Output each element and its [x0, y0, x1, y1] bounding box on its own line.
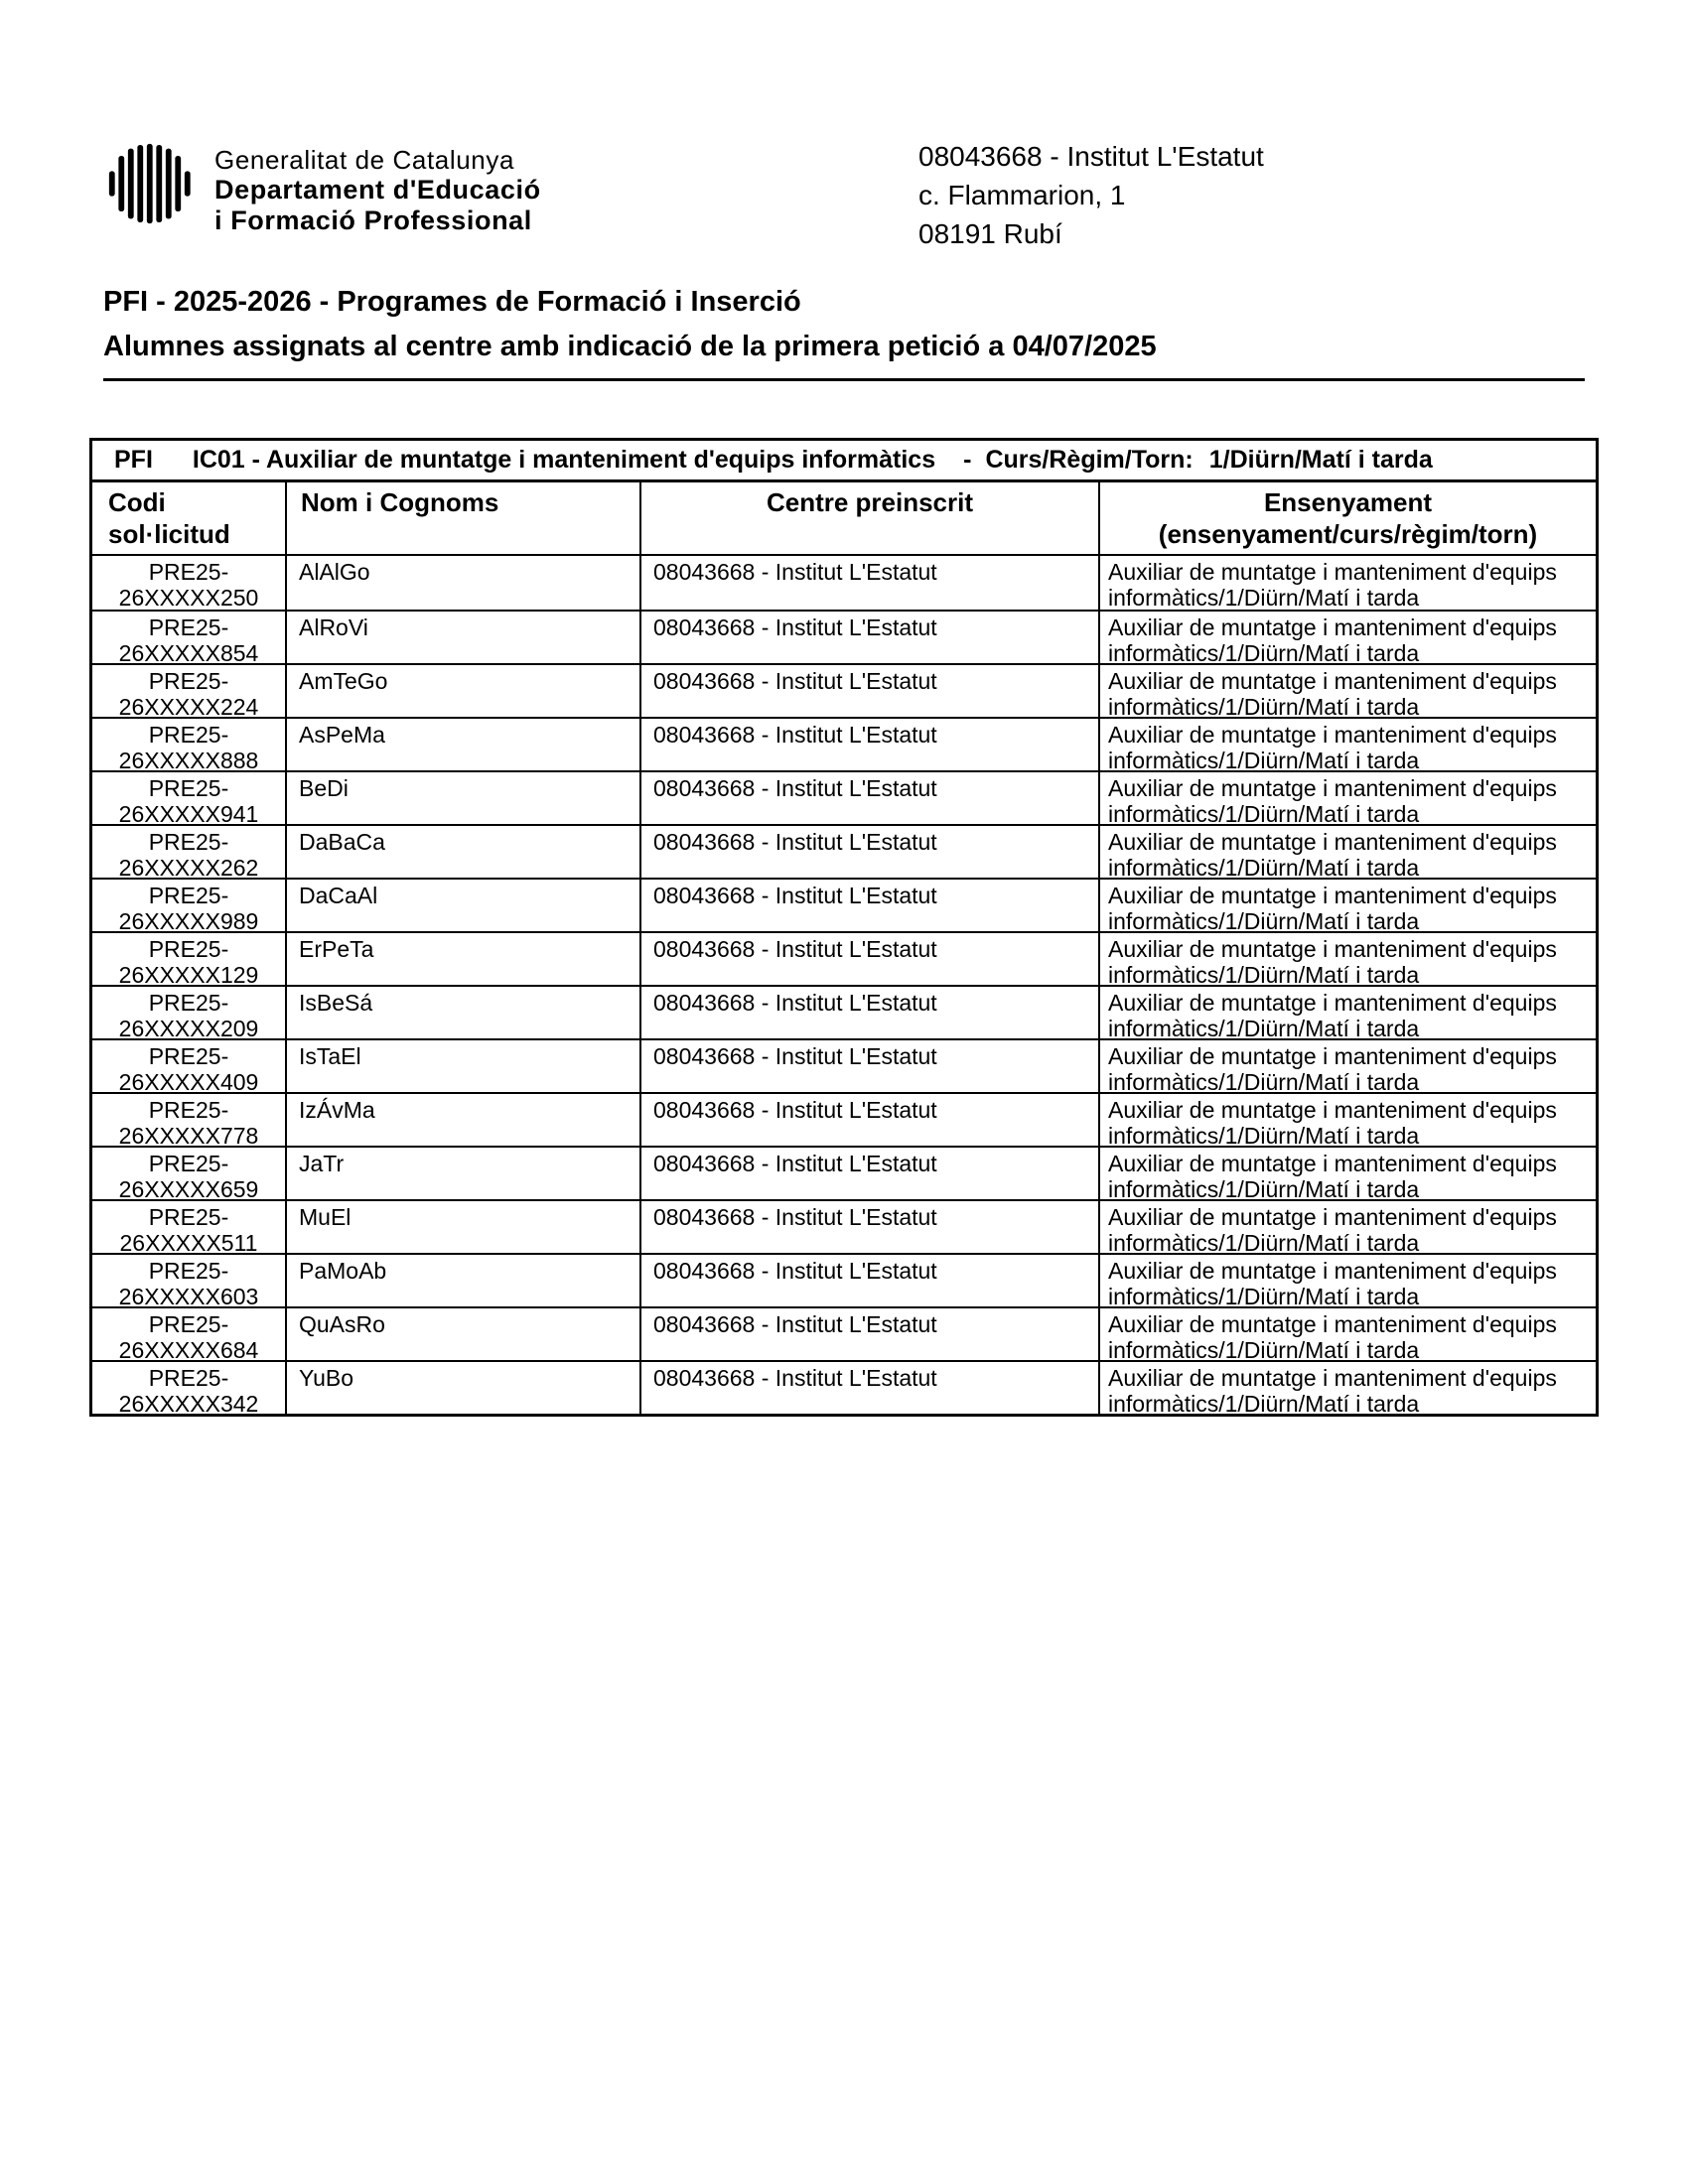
codi-prefix: PRE25- — [148, 668, 229, 694]
ensenyament-line2: informàtics/1/Diürn/Matí i tarda — [1108, 855, 1420, 878]
table-row — [92, 717, 1596, 770]
ensenyament-line1: Auxiliar de muntatge i manteniment d'equips — [1108, 1204, 1557, 1230]
cell-ensenyament — [1098, 933, 1596, 985]
codi-prefix: PRE25- — [148, 559, 229, 585]
codi-number: 26XXXXX262 — [118, 855, 259, 878]
centre-name: 08043668 - Institut L'Estatut — [653, 990, 937, 1016]
ensenyament-line2: informàtics/1/Diürn/Matí i tarda — [1108, 1176, 1420, 1199]
band-program-label: PFI — [114, 446, 153, 474]
cell-codi — [92, 1308, 285, 1360]
codi-prefix: PRE25- — [148, 936, 229, 962]
ensenyament-line2: informàtics/1/Diürn/Matí i tarda — [1108, 1016, 1420, 1038]
table-row — [92, 610, 1596, 663]
student-name: BeDi — [299, 775, 349, 801]
codi-number: 26XXXXX941 — [118, 801, 259, 824]
ensenyament-line2: informàtics/1/Diürn/Matí i tarda — [1108, 694, 1420, 717]
brand-line-generalitat: Generalitat de Catalunya — [214, 145, 515, 175]
centre-name: 08043668 - Institut L'Estatut — [653, 559, 937, 585]
cell-codi — [92, 933, 285, 985]
codi-prefix: PRE25- — [148, 1043, 229, 1069]
cell-nom — [285, 1148, 639, 1199]
cell-codi — [92, 772, 285, 824]
table-row — [92, 931, 1596, 985]
cell-nom — [285, 933, 639, 985]
codi-prefix: PRE25- — [148, 829, 229, 855]
codi-number: 26XXXXX603 — [118, 1284, 259, 1306]
centre-name: 08043668 - Institut L'Estatut — [653, 1097, 937, 1123]
cell-codi — [92, 880, 285, 931]
ensenyament-line1: Auxiliar de muntatge i manteniment d'equips — [1108, 990, 1557, 1016]
band-schedule-value: 1/Diürn/Matí i tarda — [1208, 446, 1433, 474]
student-name: IsTaEl — [299, 1043, 361, 1069]
ensenyament-line2: informàtics/1/Diürn/Matí i tarda — [1108, 1337, 1420, 1360]
codi-number: 26XXXXX209 — [118, 1016, 259, 1038]
brand-line-departament: Departament d'Educació — [214, 175, 541, 205]
student-name: YuBo — [299, 1365, 353, 1391]
centre-name: 08043668 - Institut L'Estatut — [653, 1258, 937, 1284]
cell-codi — [92, 1148, 285, 1199]
codi-prefix: PRE25- — [148, 990, 229, 1016]
cell-ensenyament — [1098, 612, 1596, 663]
cell-centre — [639, 719, 1098, 770]
student-name: IsBeSá — [299, 990, 373, 1016]
centre-name: 08043668 - Institut L'Estatut — [653, 1311, 937, 1337]
assignments-table — [89, 438, 1599, 1417]
title-underline — [103, 378, 1585, 381]
ensenyament-line2: informàtics/1/Diürn/Matí i tarda — [1108, 1230, 1420, 1253]
codi-prefix: PRE25- — [148, 775, 229, 801]
table-row — [92, 1092, 1596, 1146]
ensenyament-line2: informàtics/1/Diürn/Matí i tarda — [1108, 1123, 1420, 1146]
table-row — [92, 824, 1596, 878]
student-name: PaMoAb — [299, 1258, 387, 1284]
table-row — [92, 1306, 1596, 1360]
ensenyament-line1: Auxiliar de muntatge i manteniment d'equips — [1108, 722, 1557, 748]
table-row — [92, 985, 1596, 1038]
centre-name: 08043668 - Institut L'Estatut — [653, 1204, 937, 1230]
cell-nom — [285, 1040, 639, 1092]
student-name: AsPeMa — [299, 722, 385, 748]
cell-nom — [285, 772, 639, 824]
cell-codi — [92, 665, 285, 717]
column-header-ensenyament-line2: (ensenyament/curs/règim/torn) — [1158, 519, 1538, 549]
ensenyament-line1: Auxiliar de muntatge i manteniment d'equips — [1108, 883, 1557, 908]
cell-codi — [92, 987, 285, 1038]
ensenyament-line1: Auxiliar de muntatge i manteniment d'equips — [1108, 1097, 1557, 1123]
cell-centre — [639, 772, 1098, 824]
ensenyament-line2: informàtics/1/Diürn/Matí i tarda — [1108, 962, 1420, 985]
brand-text — [197, 139, 541, 236]
generalitat-logo-icon — [102, 139, 197, 228]
cell-nom — [285, 987, 639, 1038]
codi-number: 26XXXXX659 — [118, 1176, 259, 1199]
codi-number: 26XXXXX854 — [118, 640, 259, 663]
cell-nom — [285, 719, 639, 770]
ensenyament-line1: Auxiliar de muntatge i manteniment d'equips — [1108, 829, 1557, 855]
student-name: AlAlGo — [299, 559, 370, 585]
student-name: AmTeGo — [299, 668, 388, 694]
table-row — [92, 878, 1596, 931]
ensenyament-line2: informàtics/1/Diürn/Matí i tarda — [1108, 908, 1420, 931]
table-row — [92, 1253, 1596, 1306]
ensenyament-line2: informàtics/1/Diürn/Matí i tarda — [1108, 1069, 1420, 1092]
cell-codi — [92, 1362, 285, 1414]
ensenyament-line2: informàtics/1/Diürn/Matí i tarda — [1108, 1391, 1420, 1414]
student-name: QuAsRo — [299, 1311, 385, 1337]
ensenyament-line2: informàtics/1/Diürn/Matí i tarda — [1108, 585, 1420, 610]
column-header-codi-line1: Codi — [108, 487, 166, 517]
cell-codi — [92, 1040, 285, 1092]
student-name: DaBaCa — [299, 829, 385, 855]
column-header-centre-line1: Centre preinscrit — [766, 487, 974, 517]
cell-codi — [92, 826, 285, 878]
document-subtitle: Alumnes assignats al centre amb indicació de la primera petició a 04/07/2025 — [103, 331, 1157, 362]
codi-number: 26XXXXX342 — [118, 1391, 259, 1414]
column-header-nom-line1: Nom i Cognoms — [301, 487, 499, 517]
cell-centre — [639, 1308, 1098, 1360]
codi-number: 26XXXXX778 — [118, 1123, 259, 1146]
student-name: ErPeTa — [299, 936, 374, 962]
generalitat-brand — [102, 139, 541, 236]
student-name: DaCaAl — [299, 883, 378, 908]
column-header-ensenyament — [1098, 482, 1596, 554]
table-row — [92, 770, 1596, 824]
column-header-codi — [92, 482, 285, 554]
cell-nom — [285, 1362, 639, 1414]
table-row — [92, 1146, 1596, 1199]
codi-prefix: PRE25- — [148, 722, 229, 748]
cell-nom — [285, 1308, 639, 1360]
cell-codi — [92, 556, 285, 610]
centre-name: 08043668 - Institut L'Estatut — [653, 614, 937, 640]
cell-centre — [639, 556, 1098, 610]
ensenyament-line2: informàtics/1/Diürn/Matí i tarda — [1108, 640, 1420, 663]
centre-name: 08043668 - Institut L'Estatut — [653, 1365, 937, 1391]
cell-codi — [92, 612, 285, 663]
centre-name: 08043668 - Institut L'Estatut — [653, 936, 937, 962]
codi-number: 26XXXXX224 — [118, 694, 259, 717]
codi-prefix: PRE25- — [148, 1311, 229, 1337]
cell-ensenyament — [1098, 1362, 1596, 1414]
codi-prefix: PRE25- — [148, 1204, 229, 1230]
student-name: MuEl — [299, 1204, 352, 1230]
ensenyament-line1: Auxiliar de muntatge i manteniment d'equips — [1108, 1151, 1557, 1176]
table-header-row — [92, 482, 1596, 556]
cell-codi — [92, 719, 285, 770]
cell-nom — [285, 826, 639, 878]
cell-ensenyament — [1098, 772, 1596, 824]
table-row — [92, 663, 1596, 717]
table-row — [92, 1199, 1596, 1253]
student-name: AlRoVi — [299, 614, 368, 640]
school-address: c. Flammarion, 1 — [918, 180, 1126, 210]
cell-ensenyament — [1098, 665, 1596, 717]
centre-name: 08043668 - Institut L'Estatut — [653, 1043, 937, 1069]
centre-name: 08043668 - Institut L'Estatut — [653, 775, 937, 801]
cell-centre — [639, 1255, 1098, 1306]
table-row — [92, 1038, 1596, 1092]
cell-codi — [92, 1094, 285, 1146]
cell-nom — [285, 1255, 639, 1306]
ensenyament-line1: Auxiliar de muntatge i manteniment d'equips — [1108, 775, 1557, 801]
title-block — [103, 280, 1585, 381]
cell-nom — [285, 1201, 639, 1253]
table-row — [92, 1360, 1596, 1414]
document-title: PFI - 2025-2026 - Programes de Formació i Inserció — [103, 286, 801, 318]
codi-prefix: PRE25- — [148, 1097, 229, 1123]
ensenyament-line1: Auxiliar de muntatge i manteniment d'equips — [1108, 559, 1557, 585]
cell-ensenyament — [1098, 556, 1596, 610]
cell-nom — [285, 1094, 639, 1146]
ensenyament-line2: informàtics/1/Diürn/Matí i tarda — [1108, 748, 1420, 770]
column-header-ensenyament-line1: Ensenyament — [1263, 487, 1433, 517]
ensenyament-line1: Auxiliar de muntatge i manteniment d'equips — [1108, 936, 1557, 962]
cell-ensenyament — [1098, 880, 1596, 931]
school-code-name: 08043668 - Institut L'Estatut — [918, 141, 1264, 172]
cell-centre — [639, 987, 1098, 1038]
codi-prefix: PRE25- — [148, 1365, 229, 1391]
codi-number: 26XXXXX511 — [119, 1230, 258, 1253]
column-header-nom — [285, 482, 639, 554]
centre-name: 08043668 - Institut L'Estatut — [653, 668, 937, 694]
codi-number: 26XXXXX129 — [118, 962, 259, 985]
column-header-codi-line2: sol·licitud — [108, 519, 230, 549]
cell-centre — [639, 826, 1098, 878]
school-city: 08191 Rubí — [918, 218, 1062, 249]
ensenyament-line1: Auxiliar de muntatge i manteniment d'equips — [1108, 668, 1557, 694]
table-body — [92, 556, 1596, 1414]
centre-name: 08043668 - Institut L'Estatut — [653, 722, 937, 748]
codi-number: 26XXXXX989 — [118, 908, 259, 931]
cell-centre — [639, 665, 1098, 717]
codi-number: 26XXXXX409 — [118, 1069, 259, 1092]
band-separator: - — [963, 446, 972, 474]
cell-centre — [639, 933, 1098, 985]
centre-name: 08043668 - Institut L'Estatut — [653, 829, 937, 855]
ensenyament-line1: Auxiliar de muntatge i manteniment d'equips — [1108, 1043, 1557, 1069]
band-course-label: IC01 - Auxiliar de muntatge i manteniment d'equips informàtics — [192, 446, 936, 474]
cell-ensenyament — [1098, 1201, 1596, 1253]
cell-ensenyament — [1098, 826, 1596, 878]
cell-ensenyament — [1098, 1308, 1596, 1360]
cell-ensenyament — [1098, 987, 1596, 1038]
codi-prefix: PRE25- — [148, 614, 229, 640]
codi-prefix: PRE25- — [148, 883, 229, 908]
ensenyament-line1: Auxiliar de muntatge i manteniment d'equips — [1108, 1365, 1557, 1391]
cell-centre — [639, 1148, 1098, 1199]
codi-number: 26XXXXX888 — [118, 748, 259, 770]
codi-prefix: PRE25- — [148, 1258, 229, 1284]
student-name: IzÁvMa — [299, 1097, 375, 1123]
ensenyament-line1: Auxiliar de muntatge i manteniment d'equips — [1108, 1258, 1557, 1284]
cell-nom — [285, 556, 639, 610]
ensenyament-line1: Auxiliar de muntatge i manteniment d'equips — [1108, 614, 1557, 640]
ensenyament-line2: informàtics/1/Diürn/Matí i tarda — [1108, 801, 1420, 824]
school-info — [918, 137, 1264, 253]
cell-ensenyament — [1098, 1255, 1596, 1306]
ensenyament-line2: informàtics/1/Diürn/Matí i tarda — [1108, 1284, 1420, 1306]
cell-nom — [285, 612, 639, 663]
ensenyament-line1: Auxiliar de muntatge i manteniment d'equips — [1108, 1311, 1557, 1337]
cell-ensenyament — [1098, 1040, 1596, 1092]
student-name: JaTr — [299, 1151, 345, 1176]
codi-prefix: PRE25- — [148, 1151, 229, 1176]
cell-centre — [639, 1201, 1098, 1253]
cell-nom — [285, 665, 639, 717]
codi-number: 26XXXXX684 — [118, 1337, 259, 1360]
cell-codi — [92, 1201, 285, 1253]
cell-centre — [639, 1040, 1098, 1092]
centre-name: 08043668 - Institut L'Estatut — [653, 1151, 937, 1176]
table-row — [92, 556, 1596, 610]
cell-centre — [639, 1094, 1098, 1146]
cell-centre — [639, 1362, 1098, 1414]
cell-centre — [639, 880, 1098, 931]
cell-ensenyament — [1098, 1094, 1596, 1146]
cell-ensenyament — [1098, 719, 1596, 770]
cell-codi — [92, 1255, 285, 1306]
cell-centre — [639, 612, 1098, 663]
cell-ensenyament — [1098, 1148, 1596, 1199]
centre-name: 08043668 - Institut L'Estatut — [653, 883, 937, 908]
cell-nom — [285, 880, 639, 931]
course-band — [92, 441, 1596, 482]
band-schedule-label: Curs/Règim/Torn: — [985, 446, 1194, 474]
brand-line-formacio: i Formació Professional — [214, 205, 532, 235]
codi-number: 26XXXXX250 — [118, 585, 259, 610]
column-header-centre — [639, 482, 1098, 554]
